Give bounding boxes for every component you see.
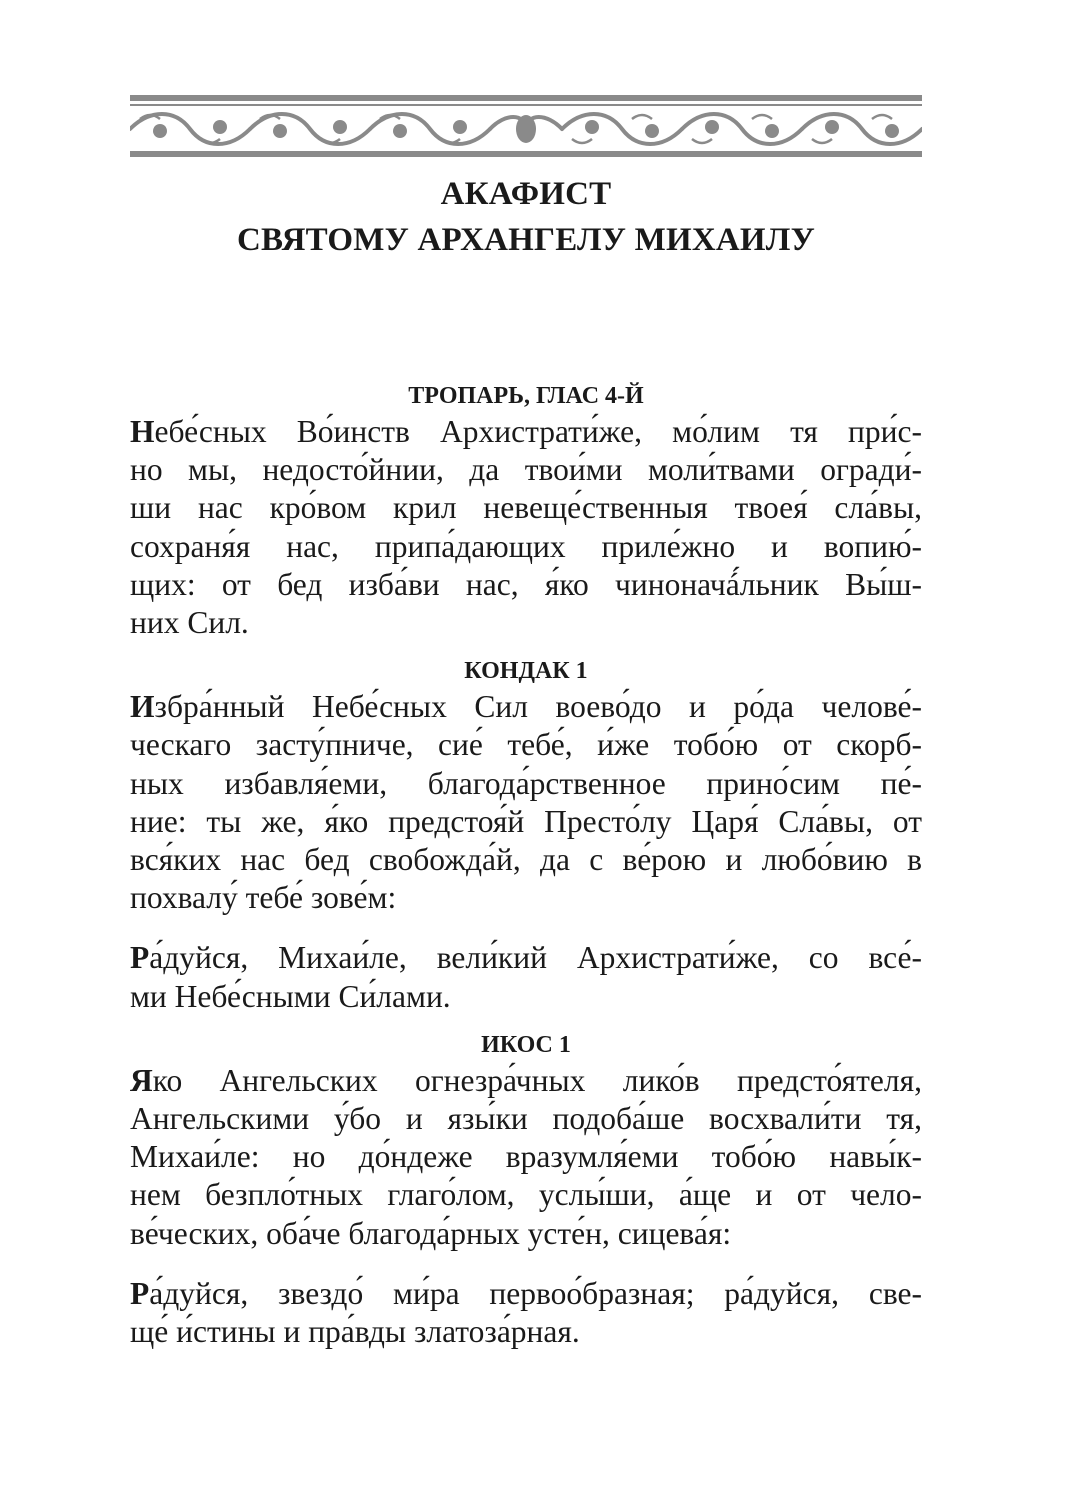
text-line: Ангельскими у́бо и язы́ки подоба́ше восхвали́ти тя, (130, 1101, 922, 1137)
text-line: Михаи́ле: но до́ндеже вразумля́еми тобо́ю навы́к- (130, 1139, 922, 1175)
kontakion-1-heading: КОНДАК 1 (464, 658, 588, 685)
text-line: Небе́сных Во́инств Архистрати́же, мо́лим тя при́с- (130, 414, 922, 449)
text-line: но мы, недосто́йнии, да твои́ми моли́твами огради́- (130, 452, 922, 488)
troparion-heading: ТРОПАРЬ, ГЛАС 4-Й (408, 383, 644, 409)
drop-initial: Я (130, 1062, 153, 1098)
kontakion-1-section (130, 654, 922, 1016)
ikos-1-section (130, 1028, 922, 1351)
book-page (130, 95, 922, 1351)
text-line: Избра́нный Небе́сных Сил воево́до и ро́да челове́- (130, 689, 922, 725)
ikos-1-text (130, 1062, 922, 1253)
text-line: ние: ты же, я́ко предстоя́й Престо́лу Царя́ Сла́вы, от (130, 803, 922, 839)
text-line: них Сил. (130, 605, 249, 641)
drop-initial: Н (130, 414, 155, 449)
text-line: Ра́дуйся, звездо́ ми́ра первоо́бразная; ра́дуйся, све- (130, 1275, 922, 1311)
text-line: щих: от бед изба́ви нас, я́ко чиноначá́льник Вы́ш- (130, 566, 922, 602)
text-line: ши нас кро́вом крил невеще́ственныя твоея́ сла́вы, (130, 490, 922, 526)
page-title (130, 171, 922, 263)
text-line: вся́ких нас бед свобожда́й, да с ве́рою и любо́вию в (130, 842, 922, 878)
text-line: сохраня́я нас, припа́дающих приле́жно и вопию́- (130, 528, 922, 564)
text-line: Ра́дуйся, Михаи́ле, вели́кий Архистрати́же, со все́- (130, 940, 922, 976)
text-line: ще́ и́стины и пра́вды златоза́рная. (130, 1314, 580, 1350)
kontakion-1-text (130, 688, 922, 917)
text-line: ве́ческих, оба́че благода́рных усте́н, сицева́я: (130, 1215, 732, 1251)
ornament-band-icon (130, 95, 922, 157)
drop-initial: И (130, 689, 155, 725)
title-line-1: АКАФИСТ (440, 176, 612, 212)
troparion-section (130, 379, 922, 642)
ikos-1-refrain (130, 1275, 922, 1351)
text-line: нем безпло́тных глаго́лом, услы́ши, а́ще и от чело- (130, 1177, 922, 1213)
text-line: ми Небе́сными Си́лами. (130, 978, 451, 1014)
kontakion-1-refrain (130, 939, 922, 1015)
ikos-1-heading: ИКОС 1 (481, 1031, 571, 1058)
text-line: Яко Ангельских огнезра́чных лико́в предсто́ятеля, (130, 1062, 922, 1098)
text-line: ческаго засту́пниче, сие́ тебе́, и́же тобо́ю от скорб- (130, 727, 922, 763)
text-line: ных избавля́еми, благода́рственное прино́сим пе́- (130, 765, 922, 801)
text-line: похвалу́ тебе́ зове́м: (130, 880, 397, 916)
title-line-2: СВЯТОМУ АРХАНГЕЛУ МИХАИЛУ (236, 222, 816, 258)
troparion-text (130, 413, 922, 642)
drop-initial: Р (130, 940, 150, 976)
drop-initial: Р (130, 1275, 150, 1311)
